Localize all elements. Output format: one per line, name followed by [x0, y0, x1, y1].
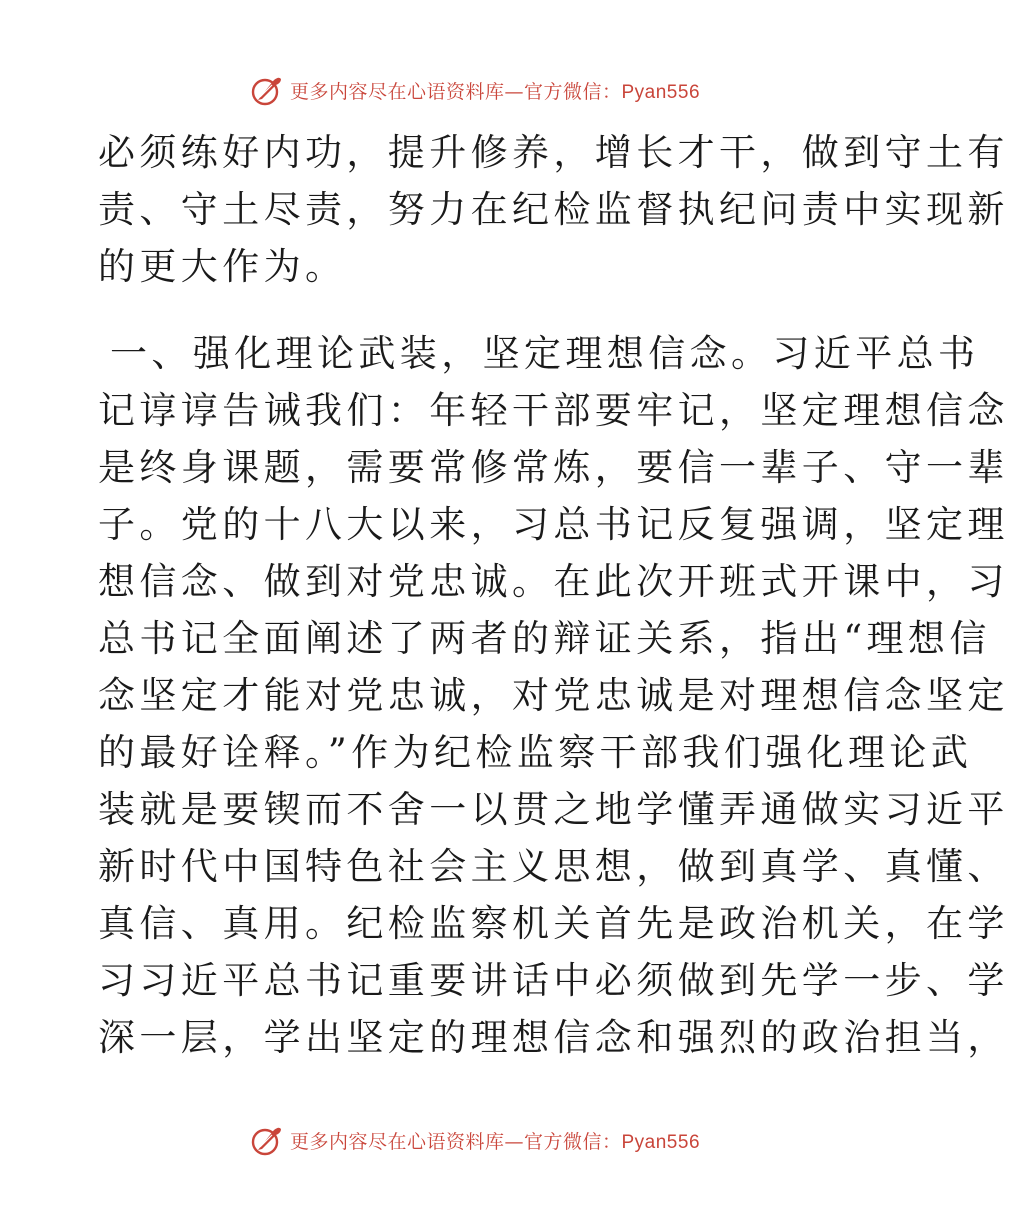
header-watermark — [0, 70, 950, 110]
text-line: 子。党的十八大以来，习总书记反复强调，坚定理 — [98, 503, 1009, 546]
text-line: 责、守土尽责，努力在纪检监督执纪问责中实现新 — [98, 188, 1009, 231]
section-heading-line: 一、强化理论武装，坚定理想信念。习近平总书 — [110, 332, 980, 375]
text-line: 的最好诠释。”作为纪检监察干部我们强化理论武 — [98, 731, 973, 774]
text-line: 是终身课题，需要常修常炼，要信一辈子、守一辈 — [98, 446, 1009, 489]
text-line: 记谆谆告诫我们：年轻干部要牢记，坚定理想信念 — [98, 389, 1009, 432]
wechat-id: Pyan556 — [621, 81, 701, 103]
watermark-text: 更多内容尽在心语资料库—官方微信：Pyan556 — [289, 80, 701, 103]
quill-pen-icon — [250, 1123, 284, 1157]
text-line: 总书记全面阐述了两者的辩证关系，指出“理想信 — [98, 617, 991, 660]
footer-watermark — [0, 1120, 950, 1160]
text-line: 必须练好内功，提升修养，增长才干，做到守土有 — [98, 131, 1009, 174]
text-line: 深一层，学出坚定的理想信念和强烈的政治担当， — [98, 1016, 1009, 1059]
text-line: 新时代中国特色社会主义思想，做到真学、真懂、 — [98, 845, 1009, 888]
quill-pen-icon — [250, 73, 284, 107]
wechat-id: Pyan556 — [621, 1131, 701, 1153]
text-line: 真信、真用。纪检监察机关首先是政治机关，在学 — [98, 902, 1009, 945]
text-line: 装就是要锲而不舍一以贯之地学懂弄通做实习近平 — [98, 788, 1009, 831]
text-line: 念坚定才能对党忠诚，对党忠诚是对理想信念坚定 — [98, 674, 1009, 717]
text-line: 的更大作为。 — [98, 245, 347, 288]
paragraph-1 — [98, 124, 1009, 295]
paragraph-2 — [98, 325, 1009, 1066]
text-line: 习习近平总书记重要讲话中必须做到先学一步、学 — [98, 959, 1009, 1002]
document-body — [98, 124, 1009, 1066]
text-line: 想信念、做到对党忠诚。在此次开班式开课中，习 — [98, 560, 1009, 603]
watermark-text: 更多内容尽在心语资料库—官方微信：Pyan556 — [289, 1130, 701, 1153]
